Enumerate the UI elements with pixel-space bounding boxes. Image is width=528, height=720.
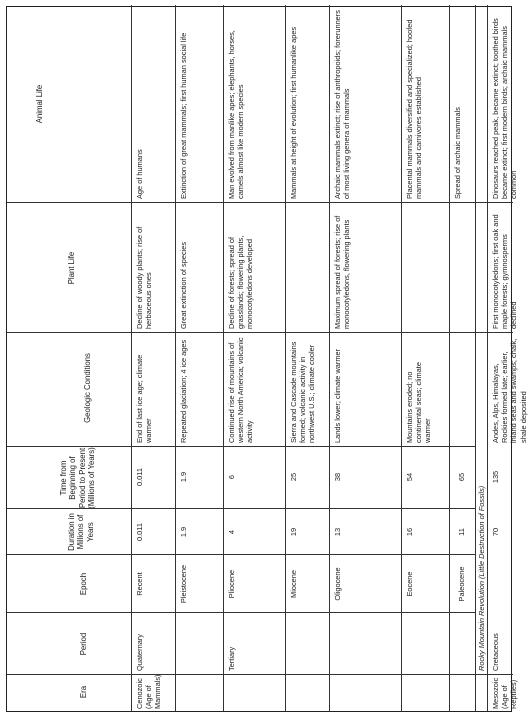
geologic-cretaceous: Andes, Alps, Himalayas, Rockies formed late; earlier, inland seas and swamps; chalk, shale deposited — [491, 338, 528, 443]
geologic-pleistocene: Repeated glaciation; 4 ice ages — [179, 339, 188, 443]
plant-recent: Decline of woody plants; rise of herbaceous ones — [135, 226, 154, 329]
header-duration: Duration in Millions of Years — [67, 513, 95, 551]
epoch-pliocene: Pliocene — [227, 569, 236, 599]
geologic-pliocene: Continued rise of mountains of western North America; volcanic activity — [227, 337, 255, 443]
divider-revolution — [487, 5, 488, 711]
divider-pleistocene — [223, 5, 224, 711]
period-tertiary: Tertiary — [227, 646, 236, 671]
time-recent: 0.011 — [135, 468, 144, 486]
duration-cretaceous: 70 — [491, 527, 500, 537]
header-epoch: Epoch — [79, 572, 88, 596]
duration-pleistocene: 1.9 — [179, 526, 188, 538]
plant-pleistocene: Great extinction of species — [179, 241, 188, 329]
period-quaternary: Quaternary — [135, 634, 144, 671]
period-cretaceous: Cretaceous — [491, 633, 500, 671]
time-eocene: 54 — [405, 472, 414, 482]
duration-oligocene: 13 — [333, 527, 342, 537]
divider-pliocene — [285, 5, 286, 711]
col-divider-period — [7, 612, 475, 613]
animal-oligocene: Archaic mammals extinct; rise of anthropoids; forerunners of most living genera of mammals — [333, 10, 352, 199]
col-divider-time — [7, 446, 475, 447]
col-divider-epoch — [7, 554, 475, 555]
duration-paleocene: 11 — [457, 528, 466, 536]
time-pleistocene: 1.9 — [179, 471, 188, 483]
col-divider-geologic — [7, 332, 513, 333]
plant-cretaceous: First monocotyledons; first oak and maple forests; gymnosperms declined — [491, 214, 519, 329]
animal-cretaceous: Dinosaurs reached peak, became extinct; toothed birds became extinct; first modern birds; archaic mammals common — [491, 18, 519, 199]
duration-miocene: 19 — [289, 527, 298, 537]
divider-oligocene — [401, 5, 402, 711]
animal-pliocene: Man evolved from manlike apes; elephants, horses, camels almost like modern species — [227, 30, 246, 199]
animal-miocene: Mammals at height of evolution; first humanlike apes — [289, 26, 298, 199]
revolution-banner: Rocky Mountain Revolution (Little Destruction of Fossils) — [477, 485, 486, 671]
animal-paleocene: Spread of archaic mammals — [453, 106, 462, 199]
epoch-miocene: Miocene — [289, 570, 298, 598]
header-time-from-beginning: Time from Beginning of Period to Present (Millions of Years) — [59, 447, 97, 509]
divider-miocene — [329, 5, 330, 711]
animal-pleistocene: Extinction of great mammals; first human social life — [179, 32, 188, 199]
header-divider — [131, 5, 132, 711]
time-miocene: 25 — [289, 472, 298, 482]
duration-recent: 0.011 — [135, 523, 144, 541]
geologic-oligocene: Lands lower; climate warmer — [333, 348, 342, 443]
col-divider-plant — [7, 202, 513, 203]
geologic-recent: End of last ice age; climate warmer — [135, 354, 154, 443]
duration-eocene: 16 — [405, 527, 414, 537]
header-animal-life: Animal Life — [35, 84, 44, 124]
duration-pliocene: 4 — [227, 529, 236, 535]
divider-recent — [175, 5, 176, 711]
geologic-miocene: Sierra and Cascade mountains formed; volcanic activity in northwest U.S.; climate cooler — [289, 341, 317, 443]
col-divider-duration — [7, 508, 475, 509]
header-geologic-conditions: Geologic Conditions — [83, 353, 92, 423]
col-divider-era — [7, 674, 513, 675]
header-period: Period — [79, 632, 88, 656]
time-pliocene: 6 — [227, 474, 236, 480]
epoch-pleistocene: Pleistocene — [179, 564, 188, 604]
plant-pliocene: Decline of forests; spread of grasslands; flowering plants, monocotyledons developed — [227, 235, 255, 329]
time-oligocene: 38 — [333, 472, 342, 482]
era-mesozoic: Mesozoic (Age of Reptiles) — [491, 677, 519, 709]
era-cenozoic: Cenozoic (Age of Mammals) — [135, 674, 163, 709]
time-cretaceous: 135 — [491, 470, 500, 484]
geologic-eocene: Mountains eroded; no continental seas; climate warmer — [405, 362, 433, 443]
epoch-oligocene: Oligocene — [333, 567, 342, 601]
divider-eocene — [449, 5, 450, 711]
epoch-paleocene: Paleocene — [457, 566, 466, 602]
header-plant-life: Plant Life — [67, 251, 76, 285]
animal-recent: Age of humans — [135, 149, 144, 199]
time-paleocene: 65 — [457, 472, 466, 482]
epoch-recent: Recent — [135, 572, 144, 596]
geologic-time-table — [6, 6, 528, 712]
header-era: Era — [79, 685, 88, 699]
plant-oligocene: Maximum spread of forests; rise of monocotyledons, flowering plants — [333, 215, 352, 329]
animal-eocene: Placental mammals diversified and specialized; hoofed mammals and carnivores established — [405, 19, 424, 199]
divider-paleocene — [475, 5, 476, 711]
epoch-eocene: Eocene — [405, 571, 414, 597]
